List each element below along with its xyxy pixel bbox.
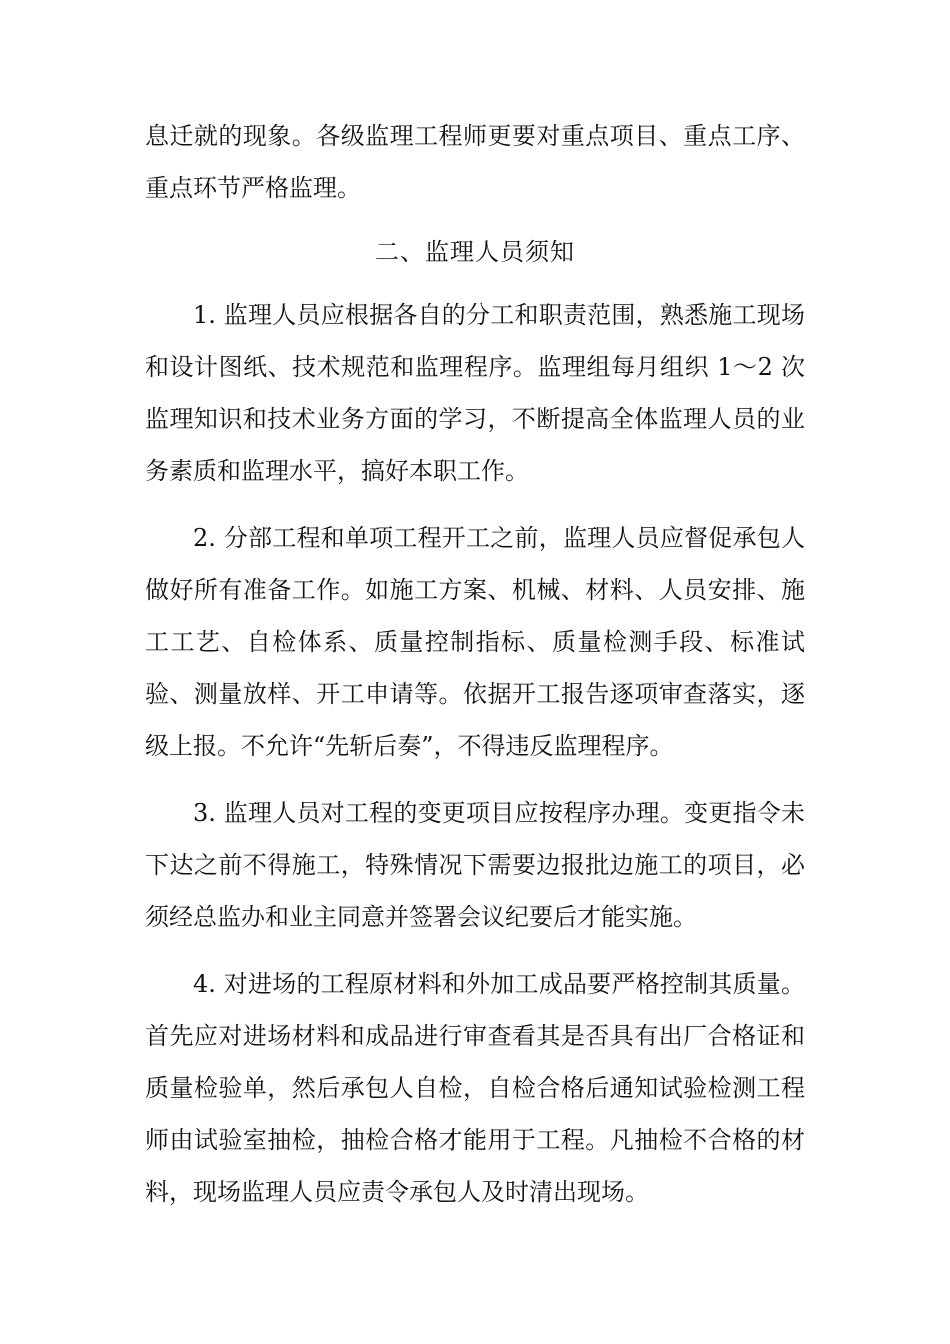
paragraph-1: 1. 监理人员应根据各自的分工和职责范围，熟悉施工现场和设计图纸、技术规范和监理程序。监理组每月组织 1～2 次监理知识和技术业务方面的学习，不断提高全体监理人员的业务素质和监理水平，搞好本职工作。 xyxy=(145,301,805,485)
paragraph-2: 2. 分部工程和单项工程开工之前，监理人员应督促承包人做好所有准备工作。如施工方案、机械、材料、人员安排、施工工艺、自检体系、质量控制指标、质量检测手段、标准试验、测量放样、开工申请等。依据开工报告逐项审查落实，逐级上报。不允许“先斩后奏”，不得违反监理程序。 xyxy=(145,524,805,760)
document-body xyxy=(145,110,805,1233)
section-heading: 二、监理人员须知 xyxy=(375,238,575,266)
continuation-paragraph: 息迁就的现象。各级监理工程师更要对重点项目、重点工序、重点环节严格监理。 xyxy=(145,122,805,202)
paragraph-3: 3. 监理人员对工程的变更项目应按程序办理。变更指令未下达之前不得施工，特殊情况下需要边报批边施工的项目，必须经总监办和业主同意并签署会议纪要后才能实施。 xyxy=(145,799,805,931)
paragraph-4: 4. 对进场的工程原材料和外加工成品要严格控制其质量。首先应对进场材料和成品进行审查看其是否具有出厂合格证和质量检验单，然后承包人自检，自检合格后通知试验检测工程师由试验室抽检，抽检合格才能用于工程。凡抽检不合格的材料，现场监理人员应责令承包人及时清出现场。 xyxy=(145,970,805,1206)
